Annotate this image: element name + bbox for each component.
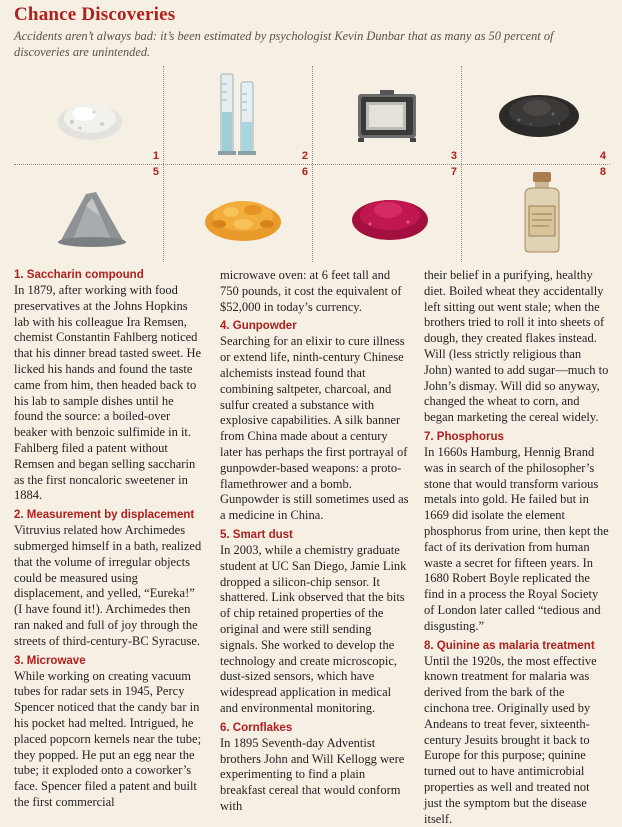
- image-cell-smart-dust: [14, 164, 163, 262]
- cornflakes-pile-icon: [203, 186, 283, 244]
- gunpowder-pile-icon: [497, 84, 581, 140]
- image-number: 7: [450, 166, 457, 178]
- image-grid: [14, 66, 610, 262]
- section-text: their belief in a purifying, healthy diet. Boiled wheat they accidentally left sitting out went stale; when the brothers tried to roll it into sheets of dough, they created flakes instead. Will (less strictly religious than John) wanted to add sugar—much to John’s dismay. Will did so anyway, changed the wheat to corn, and began marketing the cereal widely.: [424, 268, 609, 425]
- image-cell-microwave: [312, 66, 461, 164]
- section-text: Until the 1920s, the most effective known treatment for malaria was derived from the bark of the cinchona tree. Originally used by Andeans to treat fever, sixteenth-century Jesuits brought it back to Europe for this purpose; quinine turned out to have antimicrobial properties as well and treated not just the symptom but the disease itself.: [424, 653, 597, 826]
- section-heading: 7. Phosphorus: [424, 430, 504, 443]
- image-cell-phosphorus: [312, 164, 461, 262]
- section-heading: 1. Saccharin compound: [14, 269, 144, 281]
- section-text: In 1895 Seventh-day Adventist brothers John and Will Kellogg were experimenting to find a plain breakfast cereal that would conform with: [220, 735, 405, 813]
- image-number: 6: [301, 166, 308, 178]
- text-column-3: [424, 268, 610, 827]
- section-text: In 1879, after working with food preservatives at the Johns Hopkins lab with his colleague Ira Remsen, chemist Constantin Fahlberg noticed that his dinner bread tasted sweet. He licked his hands and found the taste came from him, then headed back to his lab to sample dishes until he found the source: a boiled-over beaker with benzoic sulfimide in it. Fahlberg filed a patent without Remsen and began selling saccharin as the first noncaloric sweetener in 1884.: [14, 283, 202, 503]
- page-subtitle: Accidents aren’t always bad: it’s been estimated by psychologist Kevin Dunbar that as many as 50 percent of discoveries are unintended.: [14, 29, 554, 59]
- graduated-cylinders-icon: [215, 72, 261, 158]
- saccharin-crystals-icon: [54, 88, 126, 144]
- section-heading: 6. Cornflakes: [220, 721, 293, 734]
- section-text: microwave oven: at 6 feet tall and 750 pounds, it cost the equivalent of $52,000 in today’s currency.: [220, 268, 402, 314]
- section-heading: 2. Measurement by displacement: [14, 509, 195, 522]
- text-column-2: [220, 268, 410, 815]
- microwave-oven-icon: [356, 88, 418, 144]
- smart-dust-pile-icon: [56, 186, 128, 248]
- section-heading: 3. Microwave: [14, 654, 86, 667]
- image-cell-quinine: [461, 164, 610, 262]
- phosphorus-powder-icon: [350, 186, 430, 244]
- section-heading: 8. Quinine as malaria treatment: [424, 639, 595, 652]
- section-text: Vitruvius related how Archimedes submerged himself in a bath, realized that the volume of irregular objects could be measured using displacement, and yelled, “Eureka!” (I have found it!). Archimedes then ran naked and full of joy through the streets of third-century-BC Syracuse.: [14, 523, 202, 648]
- section-text: In 2003, while a chemistry graduate student at UC San Diego, Jamie Link dropped a silicon-chip sensor. It shattered. Link observed that the bits of chip retained properties of the original and were still sending signals. She worked to develop the technology and create microscopic, dust-sized sensors, which have widespread application in medical and environmental monitoring.: [220, 542, 407, 715]
- quinine-bottle-icon: [519, 170, 565, 254]
- section-text: In 1660s Hamburg, Hennig Brand was in search of the philosopher’s stone that would transform various metals into gold. He failed but in 1669 did isolate the element phosphorus from urine, then kept the fact of its derivation from human waste a secret for fifteen years. In 1680 Robert Boyle replicated the find in a process the Royal Society of London later called “tedious and disgusting.”: [424, 444, 609, 633]
- image-cell-saccharin: [14, 66, 163, 164]
- page-title: Chance Discoveries: [14, 4, 176, 25]
- image-number: 3: [450, 150, 457, 162]
- image-cell-gunpowder: [461, 66, 610, 164]
- image-number: 5: [152, 166, 159, 178]
- text-column-1: [14, 268, 204, 811]
- image-number: 8: [599, 166, 606, 178]
- section-text: While working on creating vacuum tubes for radar sets in 1945, Percy Spencer noticed that the candy bar in his pocket had melted. Intrigued, he placed popcorn kernels near the tube; they popped. He put an egg near the tube; it exploded onto a coworker’s face. Spencer filed a patent and built the first commercial: [14, 668, 202, 809]
- section-heading: 4. Gunpowder: [220, 320, 297, 333]
- section-text: Searching for an elixir to cure illness or extend life, ninth-century Chinese alchemists instead found that combining saltpeter, charcoal, and sulfur created a substance with explosive capabilities. A silk banner from China made about a century later has perhaps the first portrayal of gunpowder-based weapons: a proto-flamethrower and a bomb. Gunpowder is still sometimes used as a medicine in China.: [220, 334, 409, 523]
- image-cell-cornflakes: [163, 164, 312, 262]
- image-cell-cylinders: [163, 66, 312, 164]
- section-heading: 5. Smart dust: [220, 528, 293, 541]
- image-number: 2: [301, 150, 308, 162]
- image-number: 1: [152, 150, 159, 162]
- image-number: 4: [599, 150, 606, 162]
